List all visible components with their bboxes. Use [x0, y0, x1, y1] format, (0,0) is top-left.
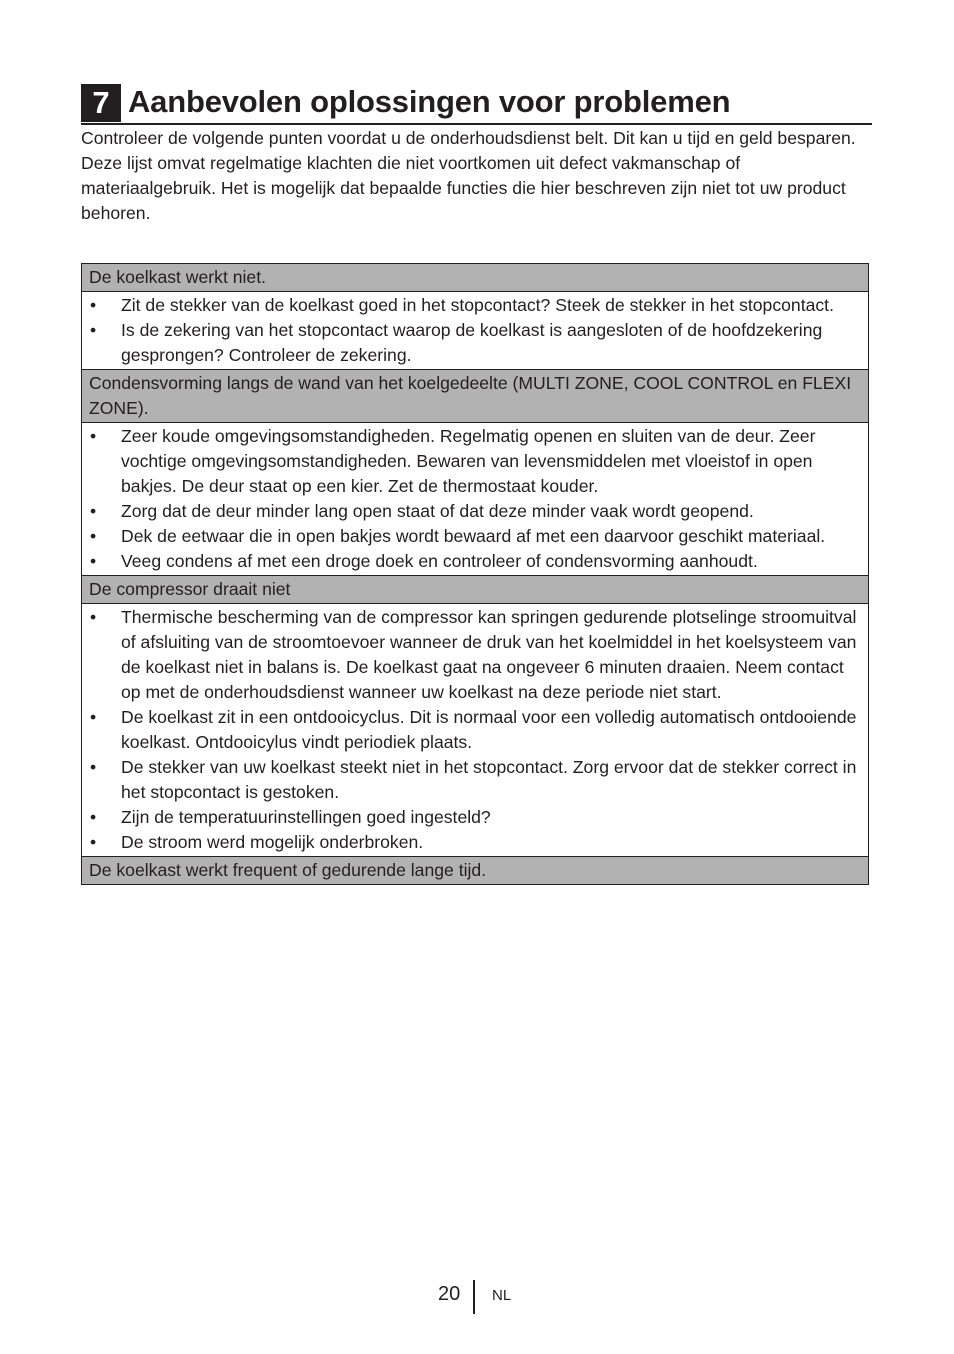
solution-item: [82, 705, 860, 755]
solution-text: Zeer koude omgevingsomstandigheden. Regelmatig openen en sluiten van de deur. Zeer vochtige omgevingsomstandigheden. Bewaren van levensmiddelen met vloeistof in open bakjes. De deur staat op een kier. Zet de thermostaat kouder.: [121, 426, 816, 496]
problem-header: Condensvorming langs de wand van het koelgedeelte (MULTI ZONE, COOL CONTROL en FLEXI ZONE).: [82, 370, 868, 423]
language-code: NL: [492, 1287, 512, 1304]
bullet-icon: •: [90, 707, 97, 727]
solution-text: De koelkast zit in een ontdooicyclus. Dit is normaal voor een volledig automatisch ontdooiende koelkast. Ontdooicylus vindt periodiek plaats.: [121, 707, 857, 752]
bullet-icon: •: [90, 807, 97, 827]
solution-text: Dek de eetwaar die in open bakjes wordt bewaard af met een daarvoor geschikt materiaal.: [121, 526, 826, 546]
solution-cell: [82, 423, 868, 576]
solution-item: [82, 293, 860, 318]
bullet-icon: •: [90, 426, 97, 446]
section-number: 7: [81, 84, 121, 122]
solution-text: De stekker van uw koelkast steekt niet in het stopcontact. Zorg ervoor dat de stekker correct in het stopcontact is gestoken.: [121, 757, 857, 802]
section-title: Aanbevolen oplossingen voor problemen: [128, 84, 731, 119]
solution-list: [82, 293, 860, 368]
solution-list: [82, 605, 860, 855]
solution-text: Zijn de temperatuurinstellingen goed ingesteld?: [121, 807, 491, 827]
solution-list: [82, 424, 860, 574]
solution-item: [82, 805, 860, 830]
solution-text: Thermische bescherming van de compressor kan springen gedurende plotselinge stroomuitval of afsluiting van de stroomtoevoer wanneer de druk van het koelmiddel in het koelsysteem van de koelkast niet in balans is. De koelkast gaat na ongeveer 6 minuten draaien. Neem contact op met de onderhoudsdienst wanneer uw koelkast na deze periode niet start.: [121, 607, 857, 702]
solution-item: [82, 755, 860, 805]
solution-cell: [82, 292, 868, 370]
solution-text: Veeg condens af met een droge doek en controleer of condensvorming aanhoudt.: [121, 551, 758, 571]
bullet-icon: •: [90, 551, 97, 571]
bullet-icon: •: [90, 832, 97, 852]
problem-header: De koelkast werkt frequent of gedurende lange tijd.: [82, 857, 868, 884]
bullet-icon: •: [90, 757, 97, 777]
bullet-icon: •: [90, 295, 97, 315]
solution-item: [82, 605, 860, 705]
problem-header: De compressor draait niet: [82, 576, 868, 604]
bullet-icon: •: [90, 320, 97, 340]
solution-item: [82, 549, 860, 574]
bullet-icon: •: [90, 526, 97, 546]
solution-text: Zit de stekker van de koelkast goed in het stopcontact? Steek de stekker in het stopcontact.: [121, 295, 834, 315]
solution-item: [82, 424, 860, 499]
solution-text: Is de zekering van het stopcontact waarop de koelkast is aangesloten of de hoofdzekering gesprongen? Controleer de zekering.: [121, 320, 823, 365]
solution-item: [82, 830, 860, 855]
bullet-icon: •: [90, 501, 97, 521]
section-heading: [81, 81, 872, 125]
solution-item: [82, 318, 860, 368]
page-number: 20: [438, 1283, 461, 1305]
solution-text: De stroom werd mogelijk onderbroken.: [121, 832, 424, 852]
solution-text: Zorg dat de deur minder lang open staat of dat deze minder vaak wordt geopend.: [121, 501, 754, 521]
intro-paragraph: Controleer de volgende punten voordat u de onderhoudsdienst belt. Dit kan u tijd en geld besparen. Deze lijst omvat regelmatige klachten die niet voortkomen uit defect vakmanschap of materiaalgebruik. Het is mogelijk dat bepaalde functies die hier beschreven zijn niet tot uw product behoren.: [81, 128, 856, 223]
solution-item: [82, 524, 860, 549]
solution-cell: [82, 604, 868, 857]
bullet-icon: •: [90, 607, 97, 627]
problem-header: De koelkast werkt niet.: [82, 264, 868, 292]
troubleshooting-table: [81, 263, 869, 885]
footer-divider: [473, 1280, 475, 1314]
solution-item: [82, 499, 860, 524]
